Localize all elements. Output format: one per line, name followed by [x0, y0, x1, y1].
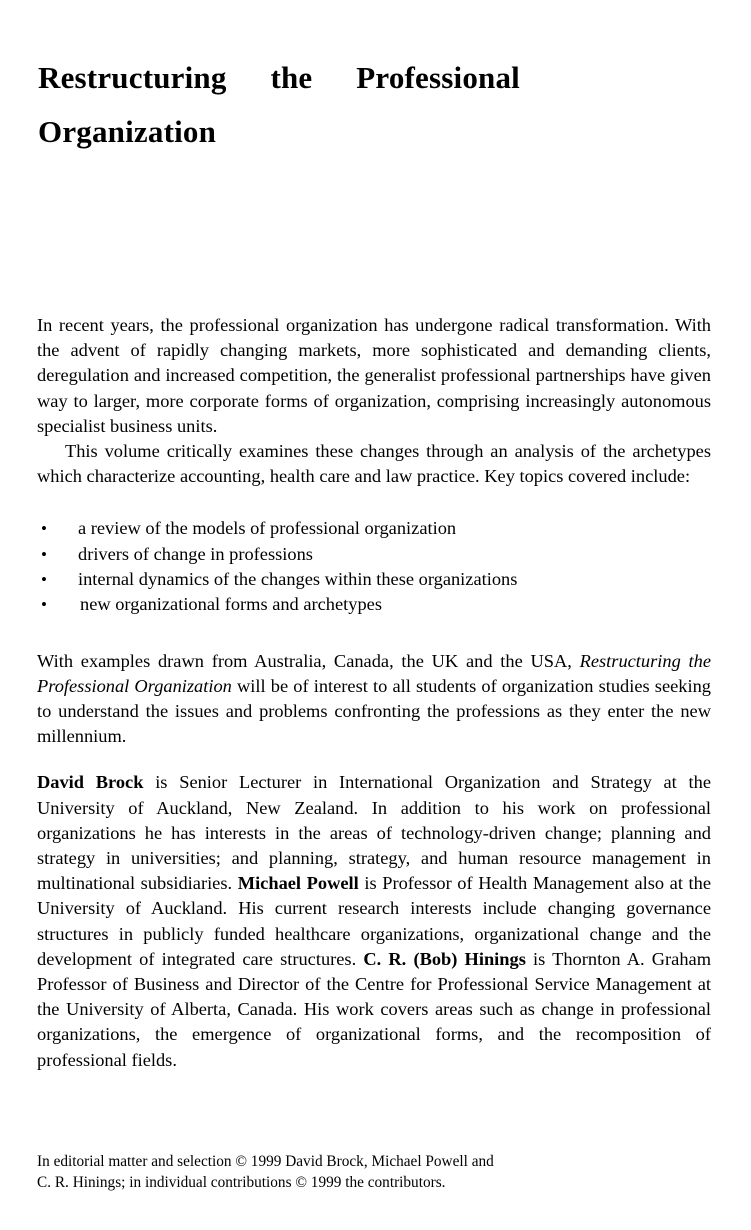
bullet-icon: • — [41, 519, 47, 539]
list-item-label: internal dynamics of the changes within these organizations — [78, 569, 518, 590]
volume-paragraph: This volume critically examines these changes through an analysis of the archetypes which characterize accounting, health care and law practice. Key topics covered include: — [37, 441, 711, 487]
copyright-line-1: In editorial matter and selection © 1999 David Brock, Michael Powell and — [37, 1153, 494, 1170]
spacer-before-authors — [37, 749, 711, 770]
author-name-michael-powell: Michael Powell — [237, 873, 359, 894]
body-content — [37, 313, 711, 1073]
intro-paragraph: In recent years, the professional organization has undergone radical transformation. With the advent of rapidly changing markets, more sophisticated and demanding clients, deregulation and increased competition, the generalist professional partnerships have given way to larger, more corporate forms of organization, comprising increasingly autonomous specialist business units. — [37, 315, 711, 436]
bullet-icon: • — [41, 544, 47, 564]
list-item-label: new organizational forms and archetypes — [80, 594, 382, 615]
author-bio-michael-powell: is Professor of Health Management also at the University of Auckland. His current research interests include changing governance structures in publicly funded healthcare organizations, organizational change and the development of integrated care structures. — [37, 873, 712, 969]
key-topics-list — [37, 516, 711, 617]
spacer-before-bullets — [37, 489, 711, 516]
list-item — [37, 592, 711, 617]
examples-text-before: With examples drawn from Australia, Canada, the UK and the USA, — [37, 650, 580, 671]
list-item-label: drivers of change in professions — [78, 543, 313, 564]
list-item — [37, 516, 711, 541]
page-title-line-2: Organization — [38, 113, 217, 149]
list-item — [37, 567, 711, 592]
author-name-david-brock: David Brock — [37, 772, 144, 793]
list-item — [37, 542, 711, 567]
spacer-after-bullets — [37, 618, 711, 649]
page-title-line-1: Restructuring the Professional — [38, 59, 520, 95]
bullet-icon: • — [41, 595, 47, 615]
examples-paragraph — [37, 649, 711, 750]
author-name-bob-hinings: C. R. (Bob) Hinings — [363, 948, 526, 969]
examples-text-after: will be of interest to all students of organization studies seeking to understand the issues and problems confronting the professions as they enter the new millennium. — [37, 675, 711, 747]
author-bio-bob-hinings: is Thornton A. Graham Professor of Business and Director of the Centre for Professional Service Management at the University of Alberta, Canada. His work covers areas such as change in professional organizations, the emergence of organizational forms, and the recomposition of professional fields. — [37, 948, 711, 1070]
list-item-label: a review of the models of professional organization — [78, 518, 457, 539]
book-title-reference: Restructuring the Professional Organization — [37, 650, 711, 696]
copyright-footer — [37, 1152, 717, 1193]
author-bio-david-brock: is Senior Lecturer in International Organization and Strategy at the University of Auckland, New Zealand. In addition to his work on professional organizations he has interests in the areas of technology-driven change; planning and strategy in universities; and planning, strategy, and human resource management in multinational subsidiaries. — [37, 772, 712, 894]
authors-paragraph — [37, 770, 711, 1072]
page-title — [38, 51, 538, 159]
copyright-line-2: C. R. Hinings; in individual contributions © 1999 the contributors. — [37, 1173, 446, 1191]
bullet-icon: • — [41, 570, 47, 590]
